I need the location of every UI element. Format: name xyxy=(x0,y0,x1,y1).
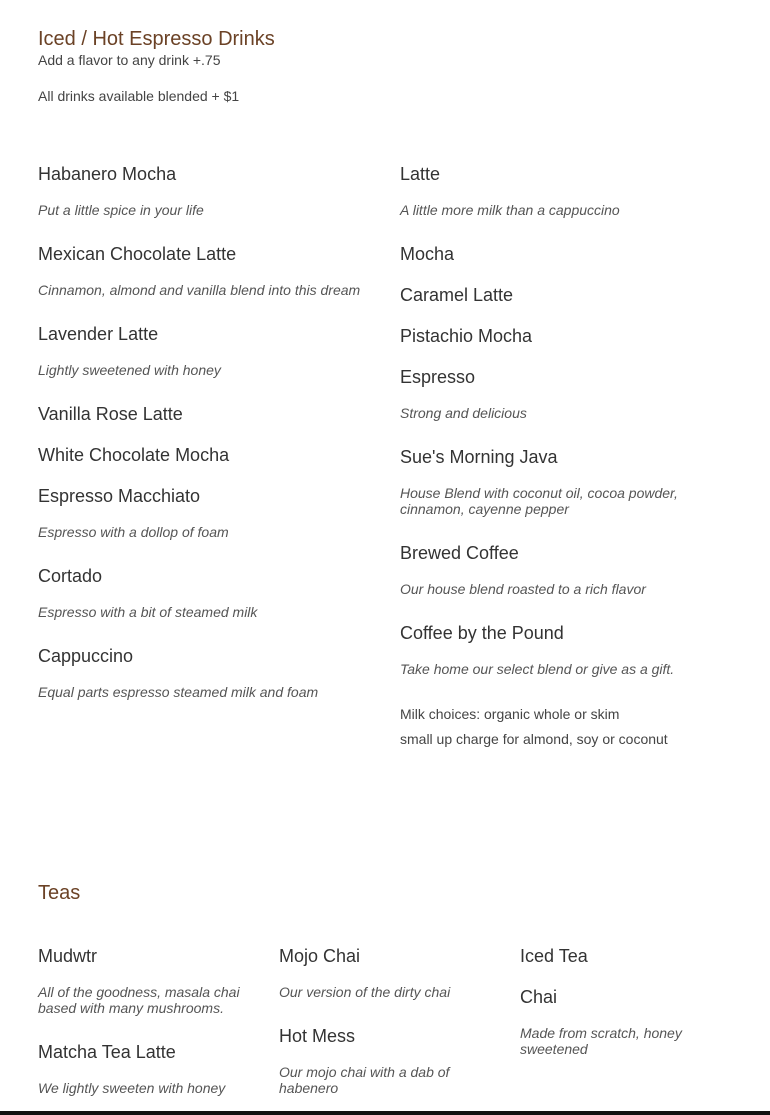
item-name: Iced Tea xyxy=(520,946,588,966)
item-description: Our version of the dirty chai xyxy=(279,984,451,1000)
menu-item xyxy=(38,163,378,218)
espresso-left-column xyxy=(38,163,378,700)
menu-item xyxy=(38,945,253,1016)
item-name: Habanero Mocha xyxy=(38,164,177,184)
item-name: Cortado xyxy=(38,566,103,586)
menu-item xyxy=(520,986,735,1057)
menu-item xyxy=(38,243,378,298)
milk-choices-text: Milk choices: organic whole or skim xyxy=(400,706,620,722)
item-name: Espresso xyxy=(400,367,476,387)
item-name: Mexican Chocolate Latte xyxy=(38,244,237,264)
item-name: Lavender Latte xyxy=(38,324,159,344)
menu-item xyxy=(400,446,720,517)
menu-item xyxy=(400,622,720,677)
menu-item xyxy=(400,163,720,218)
menu-item xyxy=(400,325,720,347)
item-description: A little more milk than a cappuccino xyxy=(400,202,620,218)
item-description: Our house blend roasted to a rich flavor xyxy=(400,581,646,597)
menu-item xyxy=(38,485,378,540)
menu-item xyxy=(38,444,378,466)
item-name: Cappuccino xyxy=(38,646,134,666)
item-name: Hot Mess xyxy=(279,1026,356,1046)
item-name: Matcha Tea Latte xyxy=(38,1042,176,1062)
menu-item xyxy=(400,542,720,597)
item-description: Take home our select blend or give as a gift. xyxy=(400,661,675,677)
item-name: Espresso Macchiato xyxy=(38,486,201,506)
flavor-note: Add a flavor to any drink +.75 xyxy=(38,52,221,68)
milk-upcharge-text: small up charge for almond, soy or coconut xyxy=(400,731,668,747)
item-name: Pistachio Mocha xyxy=(400,326,533,346)
teas-column-2 xyxy=(279,945,494,1096)
menu-item xyxy=(38,323,378,378)
item-description: All of the goodness, masala chai based with many mushrooms. xyxy=(38,984,240,1016)
item-description: Our mojo chai with a dab of habenero xyxy=(279,1064,450,1096)
item-name: Mojo Chai xyxy=(279,946,361,966)
milk-choices xyxy=(400,702,720,752)
espresso-right-column xyxy=(400,163,720,752)
menu-item xyxy=(38,565,378,620)
item-description: Lightly sweetened with honey xyxy=(38,362,221,378)
menu-item xyxy=(400,243,720,265)
item-name: White Chocolate Mocha xyxy=(38,445,230,465)
item-name: Vanilla Rose Latte xyxy=(38,404,183,424)
menu-item xyxy=(400,284,720,306)
bottom-divider xyxy=(0,1111,770,1115)
item-name: Mocha xyxy=(400,244,455,264)
teas-section-title: Teas xyxy=(38,882,81,904)
espresso-section-title: Iced / Hot Espresso Drinks xyxy=(38,28,275,50)
item-name: Mudwtr xyxy=(38,946,98,966)
item-description: Cinnamon, almond and vanilla blend into this dream xyxy=(38,282,361,298)
item-description: Equal parts espresso steamed milk and foam xyxy=(38,684,319,700)
item-description: House Blend with coconut oil, cocoa powder, cinnamon, cayenne pepper xyxy=(400,485,678,517)
item-name: Caramel Latte xyxy=(400,285,514,305)
item-name: Brewed Coffee xyxy=(400,543,519,563)
item-description: We lightly sweeten with honey xyxy=(38,1080,226,1096)
blended-note: All drinks available blended + $1 xyxy=(38,88,240,104)
menu-item xyxy=(38,645,378,700)
item-name: Chai xyxy=(520,987,558,1007)
item-description: Made from scratch, honey sweetened xyxy=(520,1025,682,1057)
item-name: Coffee by the Pound xyxy=(400,623,564,643)
item-description: Espresso with a bit of steamed milk xyxy=(38,604,258,620)
menu-item xyxy=(38,1041,253,1096)
item-description: Put a little spice in your life xyxy=(38,202,204,218)
teas-column-1 xyxy=(38,945,253,1096)
menu-item xyxy=(279,945,494,1000)
item-name: Sue's Morning Java xyxy=(400,447,558,467)
item-name: Latte xyxy=(400,164,441,184)
menu-item xyxy=(400,366,720,421)
menu-item xyxy=(279,1025,494,1096)
item-description: Strong and delicious xyxy=(400,405,527,421)
teas-column-3 xyxy=(520,945,735,1057)
item-description: Espresso with a dollop of foam xyxy=(38,524,229,540)
menu-item xyxy=(38,403,378,425)
menu-item xyxy=(520,945,735,967)
